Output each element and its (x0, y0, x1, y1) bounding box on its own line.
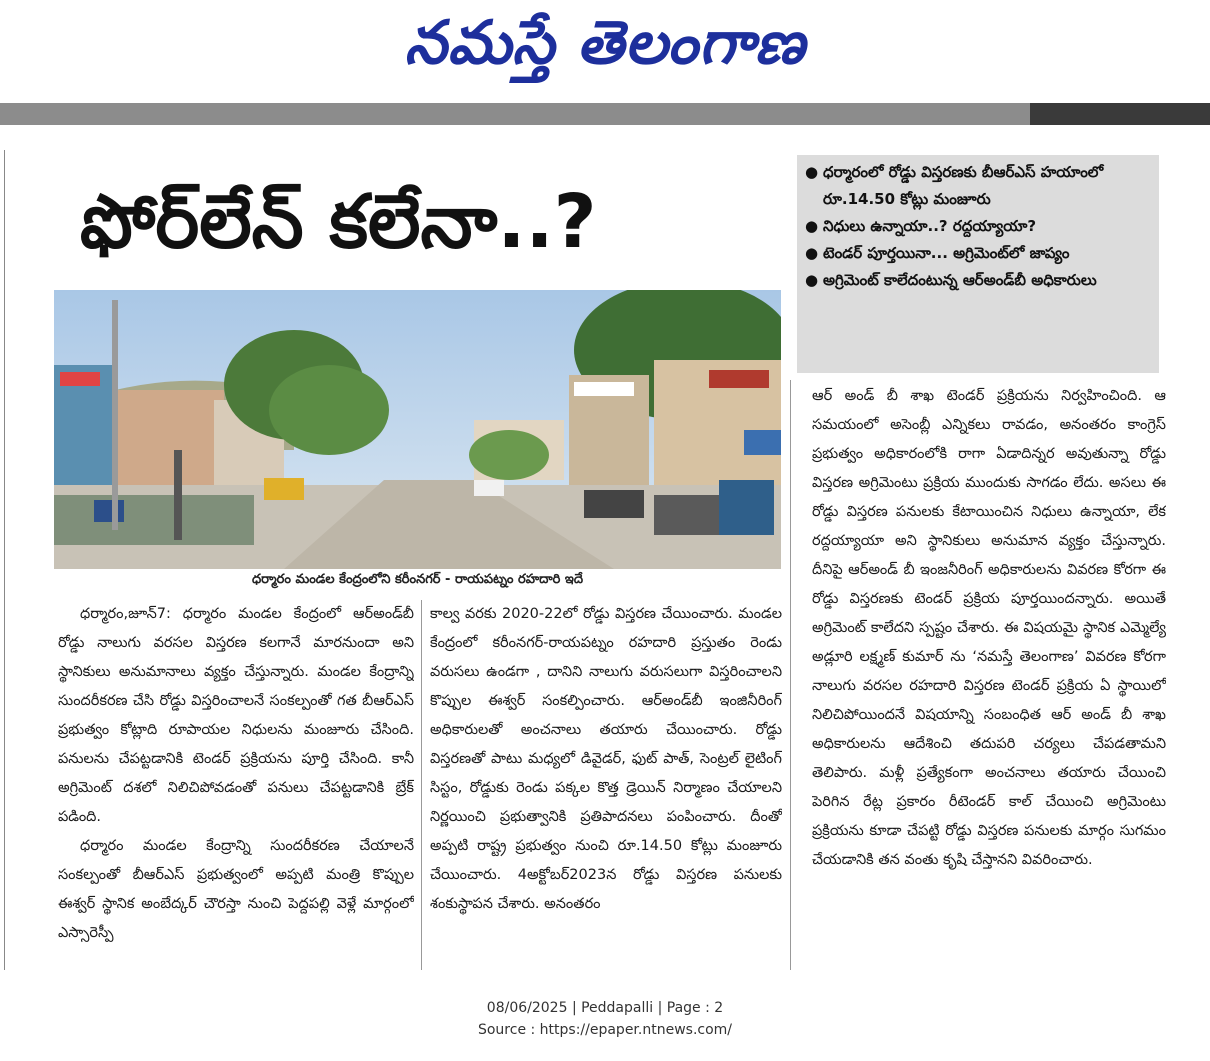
footer-source: Source : https://epaper.ntnews.com/ (477, 1022, 733, 1038)
headline: ఫోర్‌లేన్ కలేనా..? (80, 179, 597, 265)
highlight-text: టెండర్ పూర్తయినా... అగ్రిమెంట్‌లో జాప్యం (823, 244, 1070, 262)
highlights-box (797, 155, 1159, 373)
article-column-3 (812, 382, 1166, 974)
article-paragraph: ధర్మారం మండల కేంద్రాన్ని సుందరీకరణ చేయాలనే సంకల్పంతో బీఆర్ఎస్ ప్రభుత్వంలో అప్పటి మంత్రి కొప్పుల ఈశ్వర్ స్థానిక అంబేద్కర్ చౌరస్తా నుంచి పెద్దపల్లి వెళ్లే మార్గంలో ఎస్సారెస్పీ (58, 838, 414, 941)
highlight-item (805, 159, 1151, 213)
highlight-text: ధర్మారంలో రోడ్డు విస్తరణకు బీఆర్ఎస్ హయాంలో రూ.14.50 కోట్లు మంజూరు (823, 163, 1104, 208)
bullet-dot-icon: ● (805, 163, 819, 181)
street-photo-illustration (54, 290, 781, 569)
highlight-item (805, 213, 1151, 240)
masthead (0, 0, 1210, 100)
left-rule (4, 150, 5, 970)
masthead-title: నమస్తే తెలంగాణ (404, 8, 806, 78)
highlight-item (805, 267, 1151, 294)
article-paragraph: ఆర్ అండ్ బీ శాఖ టెండర్ ప్రక్రియను నిర్వహించింది. ఆ సమయంలో అసెంబ్లీ ఎన్నికలు రావడం, అనంతరం కాంగ్రెస్ ప్రభుత్వం అధికారంలోకి రాగా ఏడాదిన్నర అవుతున్నా రోడ్డు విస్తరణ అగ్రిమెంటు ప్రక్రియ ముందుకు సాగడం లేదు. అసలు ఈ రోడ్డు విస్తరణ పనులకు కేటాయించిన నిధులు ఉన్నాయా, లేక రద్దయ్యాయా అని స్థానికులు అనుమాన వ్యక్తం చేస్తున్నారు. దీనిపై ఆర్‌అండ్ బీ ఇంజనీరింగ్ అధికారులను వివరణ కోరగా ఈ రోడ్డు విస్తరణకు టెండర్ ప్రక్రియ పూర్తయిందన్నారు. అయితే అగ్రిమెంట్ కాలేదని స్పష్టం చేశారు. ఈ విషయమై స్థానిక ఎమ్మెల్యే అడ్లూరి లక్ష్మణ్ కుమార్ ను ‘నమస్తే తెలంగాణ’ వివరణ కోరగా నాలుగు వరసల రహదారి విస్తరణ టెండర్ ప్రక్రియ ఏ స్థాయిలో నిలిచిపోయిందనే విషయాన్ని సంబంధిత ఆర్ అండ్ బీ శాఖ అధికారులను ఆదేశించి తదుపరి చర్యలు చేపడతామని తెలిపారు. మళ్లీ ప్రత్యేకంగా అంచనాలు తయారు చేయించి పెరిగిన రేట్ల ప్రకారం రీటెండర్ కాల్ చేయించి అగ్రిమెంటు ప్రక్రియను కూడా చేపట్టి రోడ్డు విస్తరణ పనులకు మార్గం సుగమం చేయడానికి తన వంతు కృషి చేస్తానని వివరించారు. (812, 388, 1166, 868)
street-photo (54, 290, 781, 569)
bullet-dot-icon: ● (805, 244, 819, 262)
article-paragraph: ధర్మారం,జూన్7: ధర్మారం మండల కేంద్రంలో ఆర్‌అండ్‌బీ రోడ్డు నాలుగు వరసల విస్తరణ కలగానే మారనుందా అని స్థానికులు అనుమానాలు వ్యక్తం చేస్తున్నారు. మండల కేంద్రాన్ని సుందరీకరణ చేసి రోడ్డు విస్తరించాలనే సంకల్పంతో గత బీఆర్ఎస్ ప్రభుత్వం కోట్లాది రూపాయల నిధులను మంజూరు చేసింది. పనులను చేపట్టడానికి టెండర్ ప్రక్రియను పూర్తి చేసింది. కానీ అగ్రిమెంట్ దశలో నిలిచిపోవడంతో పనులు చేపట్టడానికి బ్రేక్ పడింది. (58, 606, 414, 825)
photo-caption: ధర్మారం మండల కేంద్రంలోని కరీంనగర్ - రాయపట్నం రహదారి ఇదే (251, 572, 584, 587)
article-paragraph: కాల్వ వరకు 2020-22లో రోడ్డు విస్తరణ చేయించారు. మండల కేంద్రంలో కరీంనగర్-రాయపట్నం రహదారి ప్రస్తుతం రెండు వరుసలు ఉండగా , దానిని నాలుగు వరుసలుగా విస్తరించాలని కొప్పుల ఈశ్వర్ సంకల్పించారు. ఆర్‌అండ్‌బీ ఇంజినీరింగ్ అధికారులతో అంచనాలు తయారు చేయించారు. రోడ్డు విస్తరణతో పాటు మధ్యలో డివైడర్, ఫుట్ పాత్, సెంట్రల్ లైటింగ్ సిస్టం, రోడ్డుకు రెండు పక్కల కొత్త డ్రెయిన్ నిర్మాణం చేయాలని నిర్ణయించి ప్రభుత్వానికి ప్రతిపాదనలు పంపించారు. దీంతో అప్పటి రాష్ట్ర ప్రభుత్వం నుంచి రూ.14.50 కోట్లు మంజూరు చేయించారు. 4అక్టోబర్2023న రోడ్డు విస్తరణ పనులకు శంకుస్థాపన చేశారు. అనంతరం (430, 606, 782, 912)
masthead-band-dark (1030, 103, 1210, 125)
highlight-text: అగ్రిమెంట్ కాలేదంటున్న ఆర్‌అండ్‌బీ అధికారులు (823, 271, 1097, 289)
highlight-text: నిధులు ఉన్నాయా..? రద్దయ్యాయా? (823, 217, 1037, 235)
column-separator (421, 600, 422, 970)
bullet-dot-icon: ● (805, 271, 819, 289)
article-column-1 (58, 600, 414, 975)
article-column-2 (430, 600, 782, 975)
masthead-band (0, 103, 1210, 125)
column-separator (790, 380, 791, 970)
footer-dateline: 08/06/2025 | Peddapalli | Page : 2 (486, 1000, 724, 1016)
bullet-dot-icon: ● (805, 217, 819, 235)
highlight-item (805, 240, 1151, 267)
